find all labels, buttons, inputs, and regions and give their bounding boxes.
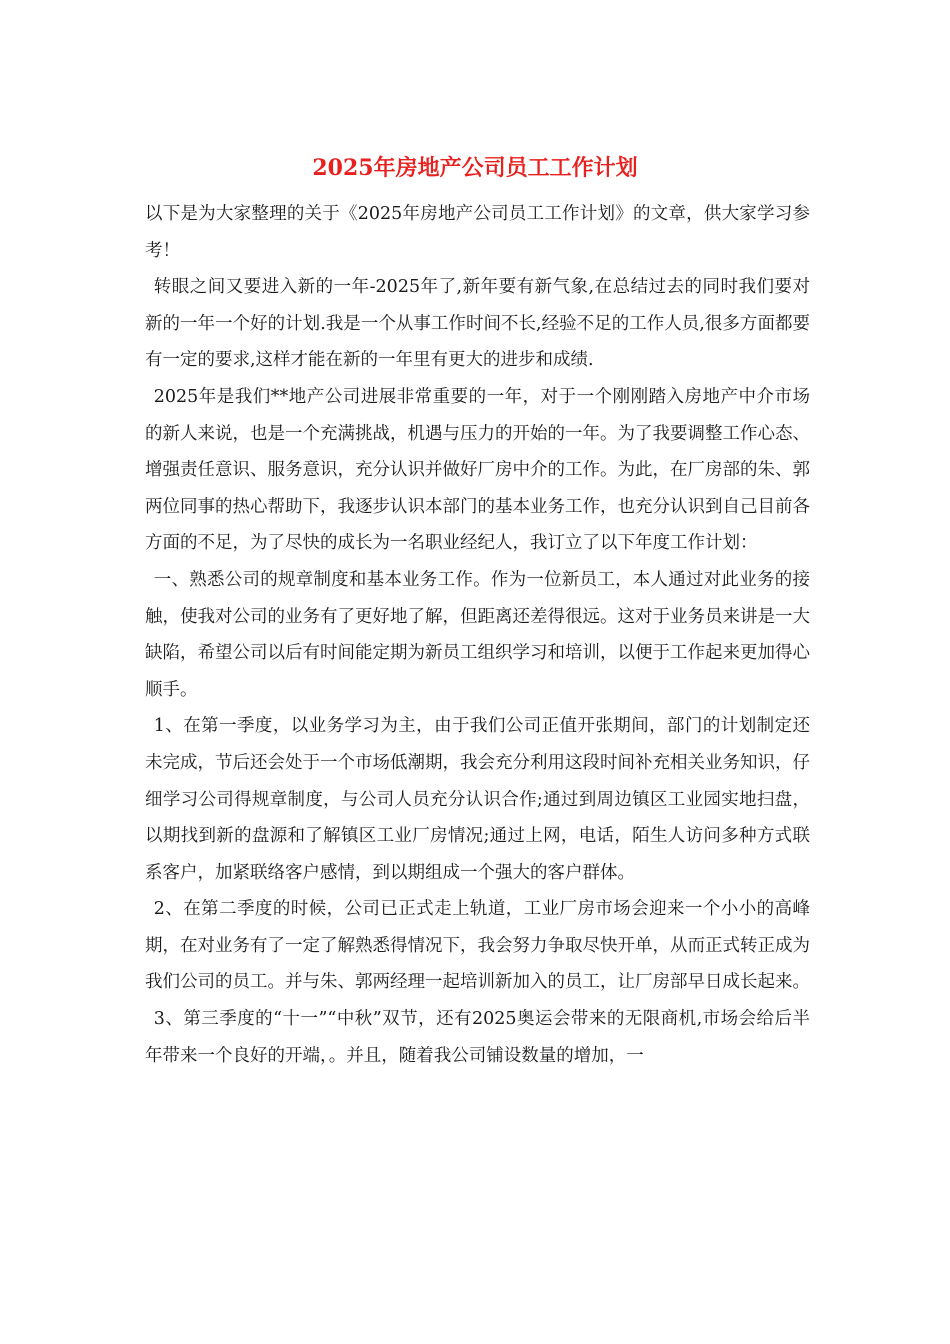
document-body xyxy=(145,196,810,1074)
body-paragraph: 3、第三季度的“十一”“中秋”双节，还有2025奥运会带来的无限商机,市场会给后半年带来一个良好的开端，。并且，随着我公司铺设数量的增加，一 xyxy=(145,1009,810,1066)
intro-paragraph: 以下是为大家整理的关于《2025年房地产公司员工工作计划》的文章，供大家学习参考！ xyxy=(145,204,810,261)
body-paragraph: 一、熟悉公司的规章制度和基本业务工作。作为一位新员工，本人通过对此业务的接触，使我对公司的业务有了更好地了解，但距离还差得很远。这对于业务员来讲是一大缺陷，希望公司以后有时间能定期为新员工组织学习和培训，以便于工作起来更加得心顺手。 xyxy=(145,569,810,700)
body-paragraph: 转眼之间又要进入新的一年-2025年了,新年要有新气象,在总结过去的同时我们要对新的一年一个好的计划.我是一个从事工作时间不长,经验不足的工作人员,很多方面都要有一定的要求,这样才能在新的一年里有更大的进步和成绩. xyxy=(145,277,810,371)
body-paragraph: 2025年是我们**地产公司进展非常重要的一年，对于一个刚刚踏入房地产中介市场的新人来说，也是一个充满挑战，机遇与压力的开始的一年。为了我要调整工作心态、增强责任意识、服务意识，充分认识并做好厂房中介的工作。为此，在厂房部的朱、郭两位同事的热心帮助下，我逐步认识本部门的基本业务工作，也充分认识到自己目前各方面的不足，为了尽快的成长为一名职业经纪人，我订立了以下年度工作计划： xyxy=(145,386,810,554)
body-paragraph: 1、在第一季度，以业务学习为主，由于我们公司正值开张期间，部门的计划制定还未完成，节后还会处于一个市场低潮期，我会充分利用这段时间补充相关业务知识，仔细学习公司得规章制度，与公司人员充分认识合作;通过到周边镇区工业园实地扫盘，以期找到新的盘源和了解镇区工业厂房情况;通过上网，电话，陌生人访问多种方式联系客户，加紧联络客户感情，到以期组成一个强大的客户群体。 xyxy=(145,716,810,883)
body-paragraph: 2、在第二季度的时候，公司已正式走上轨道，工业厂房市场会迎来一个小小的高峰期，在对业务有了一定了解熟悉得情况下，我会努力争取尽快开单，从而正式转正成为我们公司的员工。并与朱、郭两经理一起培训新加入的员工，让厂房部早日成长起来。 xyxy=(145,899,810,993)
document-title: 2025年房地产公司员工工作计划 xyxy=(312,155,638,181)
